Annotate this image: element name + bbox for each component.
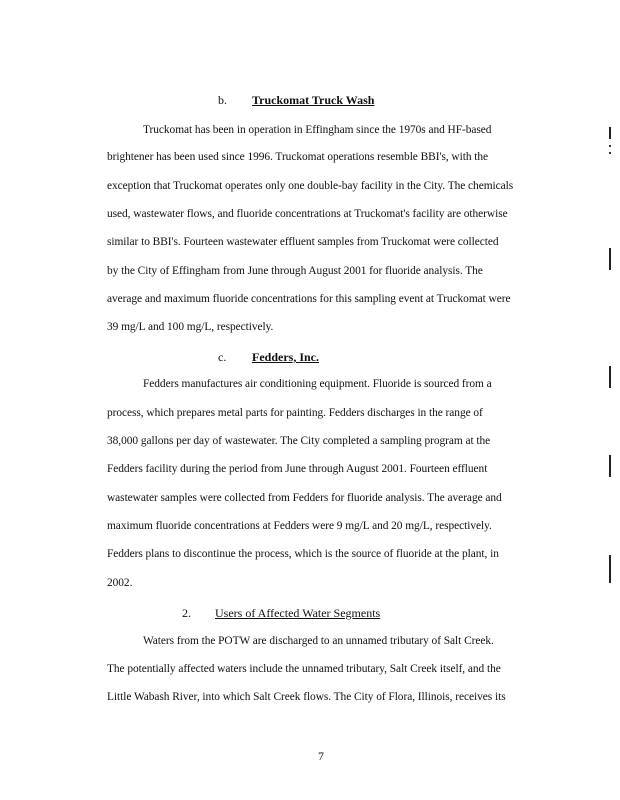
paragraph-line: The potentially affected waters include the unnamed tributary, Salt Creek itself, and the xyxy=(107,663,501,675)
revision-bar xyxy=(609,555,611,583)
section-b-label: b. xyxy=(218,93,227,107)
revision-bar xyxy=(609,248,611,270)
paragraph-line: Waters from the POTW are discharged to an unnamed tributary of Salt Creek. xyxy=(143,635,494,647)
paragraph-line: maximum fluoride concentrations at Fedders were 9 mg/L and 20 mg/L, respectively. xyxy=(107,520,492,532)
paragraph-line: brightener has been used since 1996. Truckomat operations resemble BBI's, with the xyxy=(107,151,489,163)
paragraph-line: 39 mg/L and 100 mg/L, respectively. xyxy=(107,321,274,333)
paragraph-line: Little Wabash River, into which Salt Creek flows. The City of Flora, Illinois, receives its xyxy=(107,691,506,703)
section-2-title: Users of Affected Water Segments xyxy=(215,606,381,620)
revision-bar xyxy=(609,366,611,388)
section-c-label: c. xyxy=(218,350,227,364)
paragraph-line: Fedders manufactures air conditioning equipment. Fluoride is sourced from a xyxy=(143,378,492,390)
section-b-title: Truckomat Truck Wash xyxy=(252,93,375,107)
section-c-title: Fedders, Inc. xyxy=(252,350,319,364)
paragraph-line: by the City of Effingham from June through August 2001 for fluoride analysis. The xyxy=(107,265,483,277)
paragraph-line: Truckomat has been in operation in Effingham since the 1970s and HF-based xyxy=(143,124,492,136)
revision-bar xyxy=(609,127,611,139)
paragraph-line: Fedders plans to discontinue the process, which is the source of fluoride at the plant, in xyxy=(107,548,499,560)
revision-dot xyxy=(609,145,611,147)
revision-bar xyxy=(609,455,611,477)
paragraph-line: similar to BBI's. Fourteen wastewater effluent samples from Truckomat were collected xyxy=(107,236,499,248)
paragraph-line: process, which prepares metal parts for painting. Fedders discharges in the range of xyxy=(107,407,483,419)
revision-dot xyxy=(609,152,611,154)
paragraph-line: 38,000 gallons per day of wastewater. The City completed a sampling program at the xyxy=(107,435,491,447)
paragraph-line: used, wastewater flows, and fluoride concentrations at Truckomat's facility are otherwise xyxy=(107,208,508,220)
paragraph-line: Fedders facility during the period from June through August 2001. Fourteen effluent xyxy=(107,463,488,475)
paragraph-line: 2002. xyxy=(107,577,133,589)
section-2-label: 2. xyxy=(182,606,191,620)
page-number: 7 xyxy=(318,749,324,763)
paragraph-line: exception that Truckomat operates only one double-bay facility in the City. The chemicals xyxy=(107,180,514,192)
paragraph-line: wastewater samples were collected from Fedders for fluoride analysis. The average and xyxy=(107,492,502,504)
paragraph-line: average and maximum fluoride concentrations for this sampling event at Truckomat were xyxy=(107,293,511,305)
